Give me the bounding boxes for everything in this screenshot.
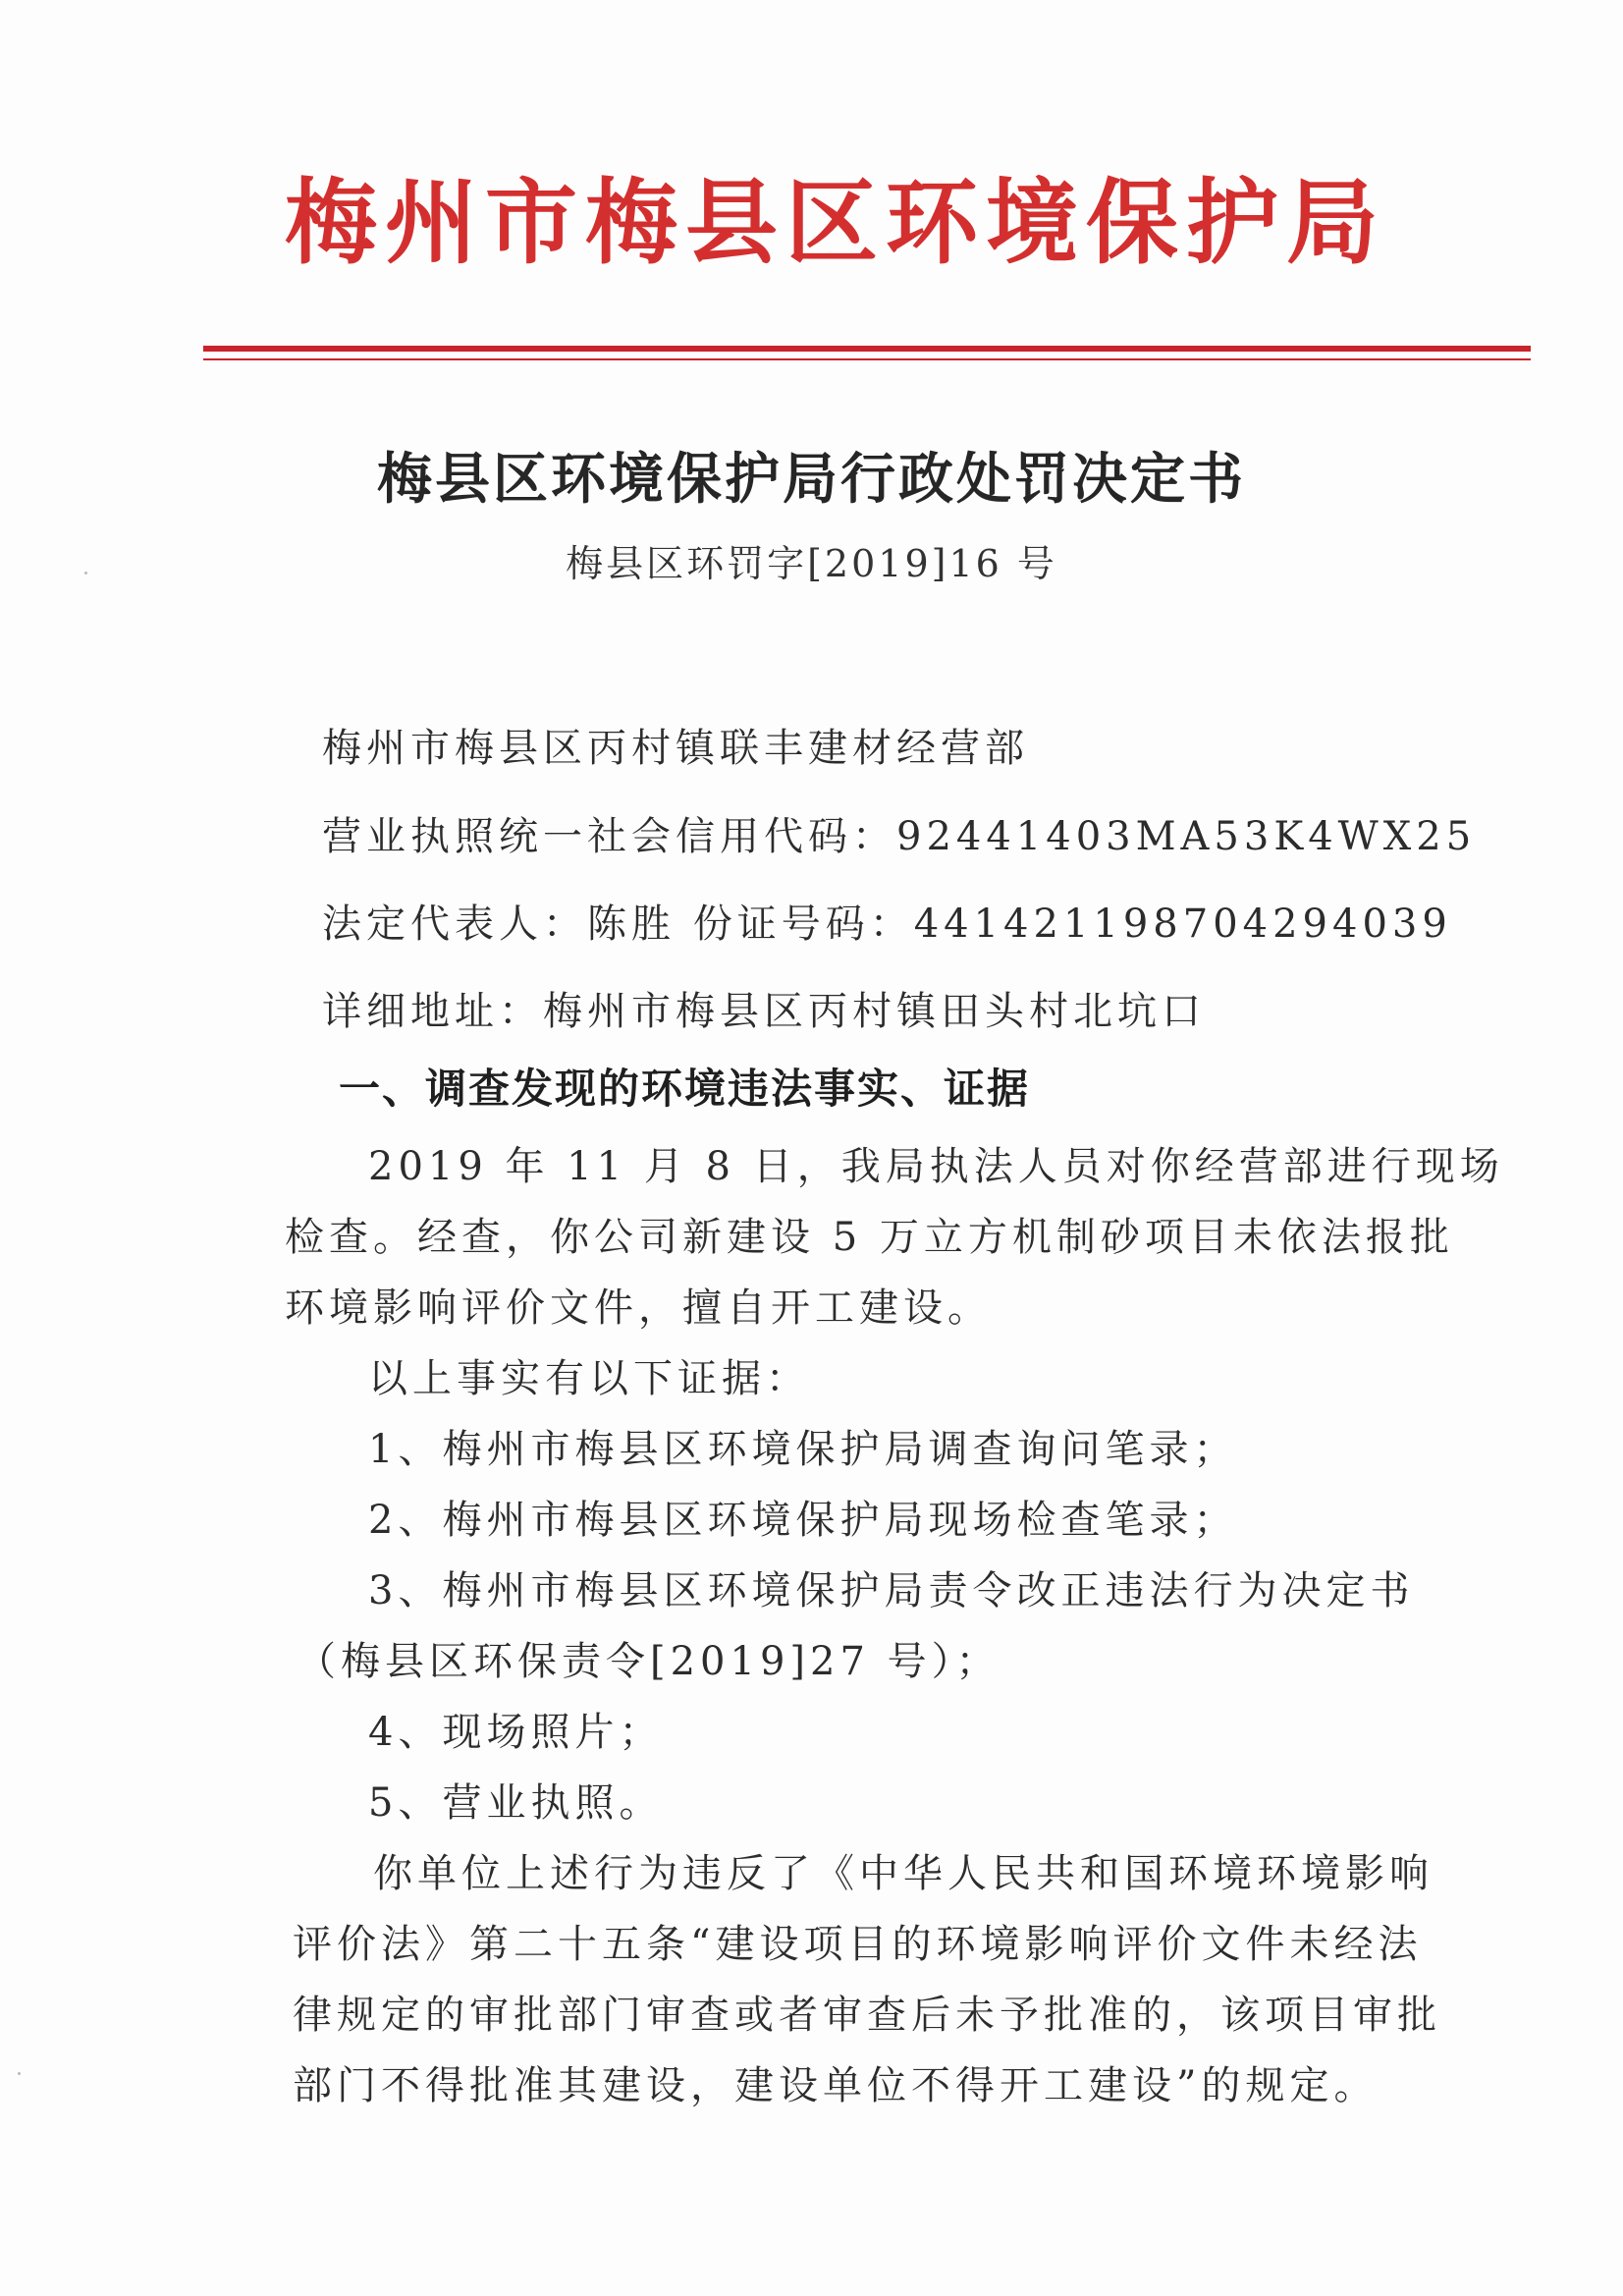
party-name: 梅州市梅县区丙村镇联丰建材经营部	[322, 726, 1029, 771]
evidence-item: （梅县区环保责令[2019]27 号）；	[297, 1639, 1001, 1684]
party-credit-code: 营业执照统一社会信用代码：92441403MA53K4WX25	[322, 814, 1477, 859]
violation-line: 你单位上述行为违反了《中华人民共和国环境环境影响	[373, 1851, 1434, 1896]
facts-line: 2019 年 11 月 8 日，我局执法人员对你经营部进行现场	[368, 1144, 1504, 1189]
document-number: 梅县区环罚字[2019]16 号	[566, 542, 1057, 585]
evidence-item: 3、梅州市梅县区环境保护局责令改正违法行为决定书	[368, 1568, 1415, 1613]
evidence-item: 4、现场照片；	[368, 1710, 664, 1755]
violation-line: 评价法》第二十五条“建设项目的环境影响评价文件未经法	[293, 1922, 1423, 1967]
evidence-item: 5、营业执照。	[368, 1780, 664, 1826]
letterhead-rule-thick	[203, 346, 1531, 352]
section-heading-facts: 一、调查发现的环境违法事实、证据	[339, 1065, 1031, 1113]
scan-speck	[18, 2072, 21, 2075]
evidence-intro: 以上事实有以下证据：	[368, 1356, 810, 1401]
document-title: 梅县区环境保护局行政处罚决定书	[377, 447, 1246, 512]
violation-line: 部门不得批准其建设，建设单位不得开工建设”的规定。	[293, 2063, 1379, 2108]
violation-line: 律规定的审批部门审查或者审查后未予批准的，该项目审批	[293, 1993, 1441, 2038]
evidence-item: 2、梅州市梅县区环境保护局现场检查笔录；	[368, 1498, 1238, 1543]
letterhead-rule-thin	[203, 358, 1531, 360]
party-address: 详细地址：梅州市梅县区丙村镇田头村北坑口	[322, 989, 1206, 1034]
party-representative: 法定代表人：陈胜 份证号码：441421198704294039	[322, 902, 1452, 947]
facts-line: 检查。经查，你公司新建设 5 万立方机制砂项目未依法报批	[285, 1215, 1454, 1260]
facts-line: 环境影响评价文件，擅自开工建设。	[285, 1285, 992, 1331]
letterhead-org-name: 梅州市梅县区环境保护局	[285, 169, 1387, 277]
scan-speck	[84, 572, 87, 574]
evidence-item: 1、梅州市梅县区环境保护局调查询问笔录；	[368, 1427, 1238, 1472]
